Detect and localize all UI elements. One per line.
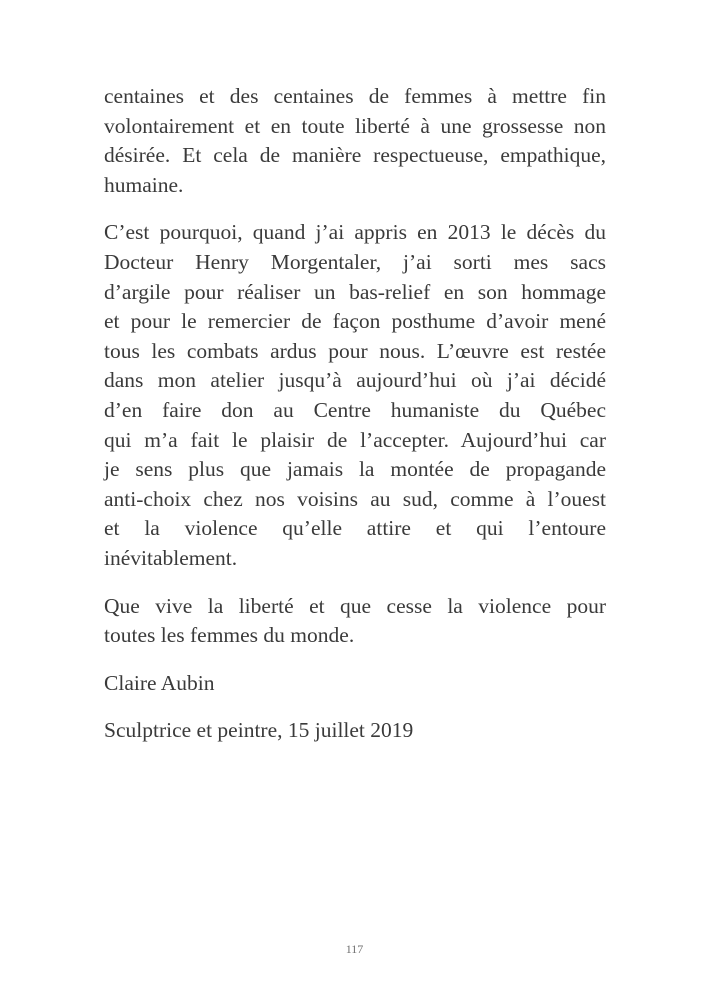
page-body (104, 82, 606, 764)
author-name: Claire Aubin (104, 670, 215, 695)
text-line: centaines et des centaines de femmes à mettre fin (104, 84, 606, 108)
text-line: volontairement et en toute liberté à une grossesse non (104, 113, 606, 138)
text-line: je sens plus que jamais la montée de propagande (104, 457, 606, 482)
text-line: d’en faire don au Centre humaniste du Québec (104, 397, 606, 422)
text-line: tous les combats ardus pour nous. L’œuvre est restée (104, 338, 606, 363)
paragraph-1 (104, 82, 606, 200)
text-line: Docteur Henry Morgentaler, j’ai sorti mes sacs (104, 249, 606, 274)
paragraph-2 (104, 218, 606, 573)
text-line: désirée. Et cela de manière respectueuse, empathique, (104, 143, 606, 168)
text-line: C’est pourquoi, quand j’ai appris en 2013 le décès du (104, 220, 606, 245)
text-line: toutes les femmes du monde. (104, 623, 355, 648)
text-line: d’argile pour réaliser un bas-relief en son hommage (104, 279, 606, 304)
signature-name (104, 669, 606, 699)
text-line: dans mon atelier jusqu’à aujourd’hui où j’ai décidé (104, 368, 606, 393)
paragraph-3 (104, 592, 606, 651)
signature-title-date (104, 716, 606, 746)
page-number: 117 (345, 942, 364, 956)
author-title-date: Sculptrice et peintre, 15 juillet 2019 (104, 718, 414, 743)
text-line: et pour le remercier de façon posthume d’avoir mené (104, 309, 606, 334)
text-line: humaine. (104, 172, 184, 197)
text-line: inévitablement. (104, 545, 238, 570)
text-line: Que vive la liberté et que cesse la violence pour (104, 593, 606, 618)
text-line: anti-choix chez nos voisins au sud, comme à l’ouest (104, 486, 606, 511)
text-line: et la violence qu’elle attire et qui l’entoure (104, 516, 606, 541)
text-line: qui m’a fait le plaisir de l’accepter. Aujourd’hui car (104, 427, 606, 452)
